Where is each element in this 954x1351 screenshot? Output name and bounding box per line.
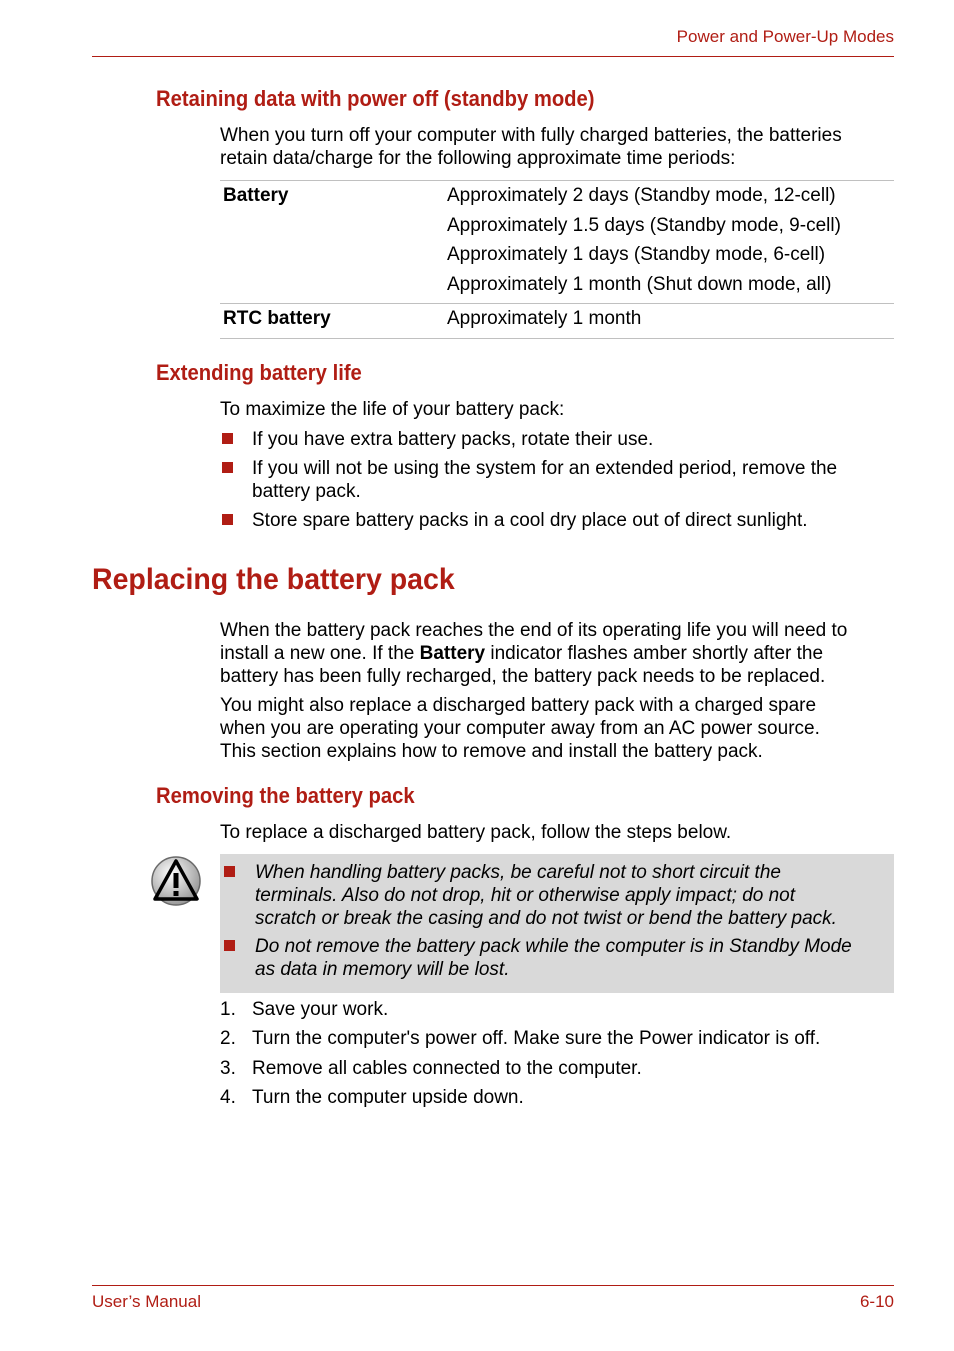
step-text: Save your work.: [252, 999, 389, 1020]
step-text: Remove all cables connected to the computer.: [252, 1058, 642, 1079]
extending-bullet-1: If you have extra battery packs, rotate their use.: [252, 429, 654, 450]
table-bottom-rule: [220, 338, 894, 339]
table-value-battery-0: Approximately 2 days (Standby mode, 12-cell): [447, 185, 836, 206]
caution-triangle-icon: [150, 855, 202, 907]
bullet-square-icon: [222, 462, 233, 473]
step-text: Turn the computer upside down.: [252, 1087, 524, 1108]
replacing-paragraph-2: You might also replace a discharged battery pack with a charged spare when you are operating your computer away from an AC power source. This section explains how to remove and install the battery pack.: [220, 695, 820, 762]
table-mid-rule: [220, 303, 894, 304]
standby-intro: When you turn off your computer with fully charged batteries, the batteries retain data/charge for the following approximate time periods:: [220, 125, 842, 169]
extending-bullet-2: If you will not be using the system for an extended period, remove the battery pack.: [252, 458, 838, 502]
header-rule: [92, 56, 894, 57]
table-value-battery-2: Approximately 1 days (Standby mode, 6-cell): [447, 244, 826, 265]
table-top-rule: [220, 180, 894, 181]
table-value-battery-3: Approximately 1 month (Shut down mode, all): [447, 274, 832, 295]
step-number: 3.: [220, 1058, 236, 1079]
extending-bullet-3: Store spare battery packs in a cool dry place out of direct sunlight.: [252, 510, 808, 531]
footer-rule: [92, 1285, 894, 1286]
step-number: 1.: [220, 999, 236, 1020]
running-header: Power and Power-Up Modes: [676, 27, 894, 46]
extending-intro: To maximize the life of your battery pack:: [220, 399, 565, 420]
table-label-battery: Battery: [223, 185, 289, 206]
removing-intro: To replace a discharged battery pack, follow the steps below.: [220, 822, 732, 843]
table-value-rtc: Approximately 1 month: [447, 308, 642, 329]
replacing-paragraph-1: When the battery pack reaches the end of its operating life you will need to install a new one. If the Battery indicator flashes amber shortly after the battery has been fully recharged, the battery pack needs to be replaced.: [220, 620, 848, 687]
step-text: Turn the computer's power off. Make sure the Power indicator is off.: [252, 1028, 821, 1049]
heading-removing: Removing the battery pack: [156, 783, 415, 808]
heading-extending: Extending battery life: [156, 360, 362, 385]
bullet-square-icon: [224, 940, 235, 951]
warning-item-2: Do not remove the battery pack while the computer is in Standby Mode as data in memory will be lost.: [255, 936, 852, 980]
footer-page-number: 6-10: [859, 1292, 894, 1311]
table-label-rtc: RTC battery: [223, 308, 331, 329]
bullet-square-icon: [222, 433, 233, 444]
bullet-square-icon: [224, 866, 235, 877]
footer-manual-title: User’s Manual: [92, 1292, 201, 1311]
warning-item-1: When handling battery packs, be careful not to short circuit the terminals. Also do not drop, hit or otherwise apply impact; do not scratch or break the casing and do not twist or bend the battery pack.: [255, 862, 837, 929]
step-number: 2.: [220, 1028, 236, 1049]
heading-replacing: Replacing the battery pack: [92, 563, 455, 596]
heading-standby: Retaining data with power off (standby mode): [156, 86, 595, 111]
step-number: 4.: [220, 1087, 236, 1108]
bullet-square-icon: [222, 514, 233, 525]
table-value-battery-1: Approximately 1.5 days (Standby mode, 9-cell): [447, 215, 841, 236]
